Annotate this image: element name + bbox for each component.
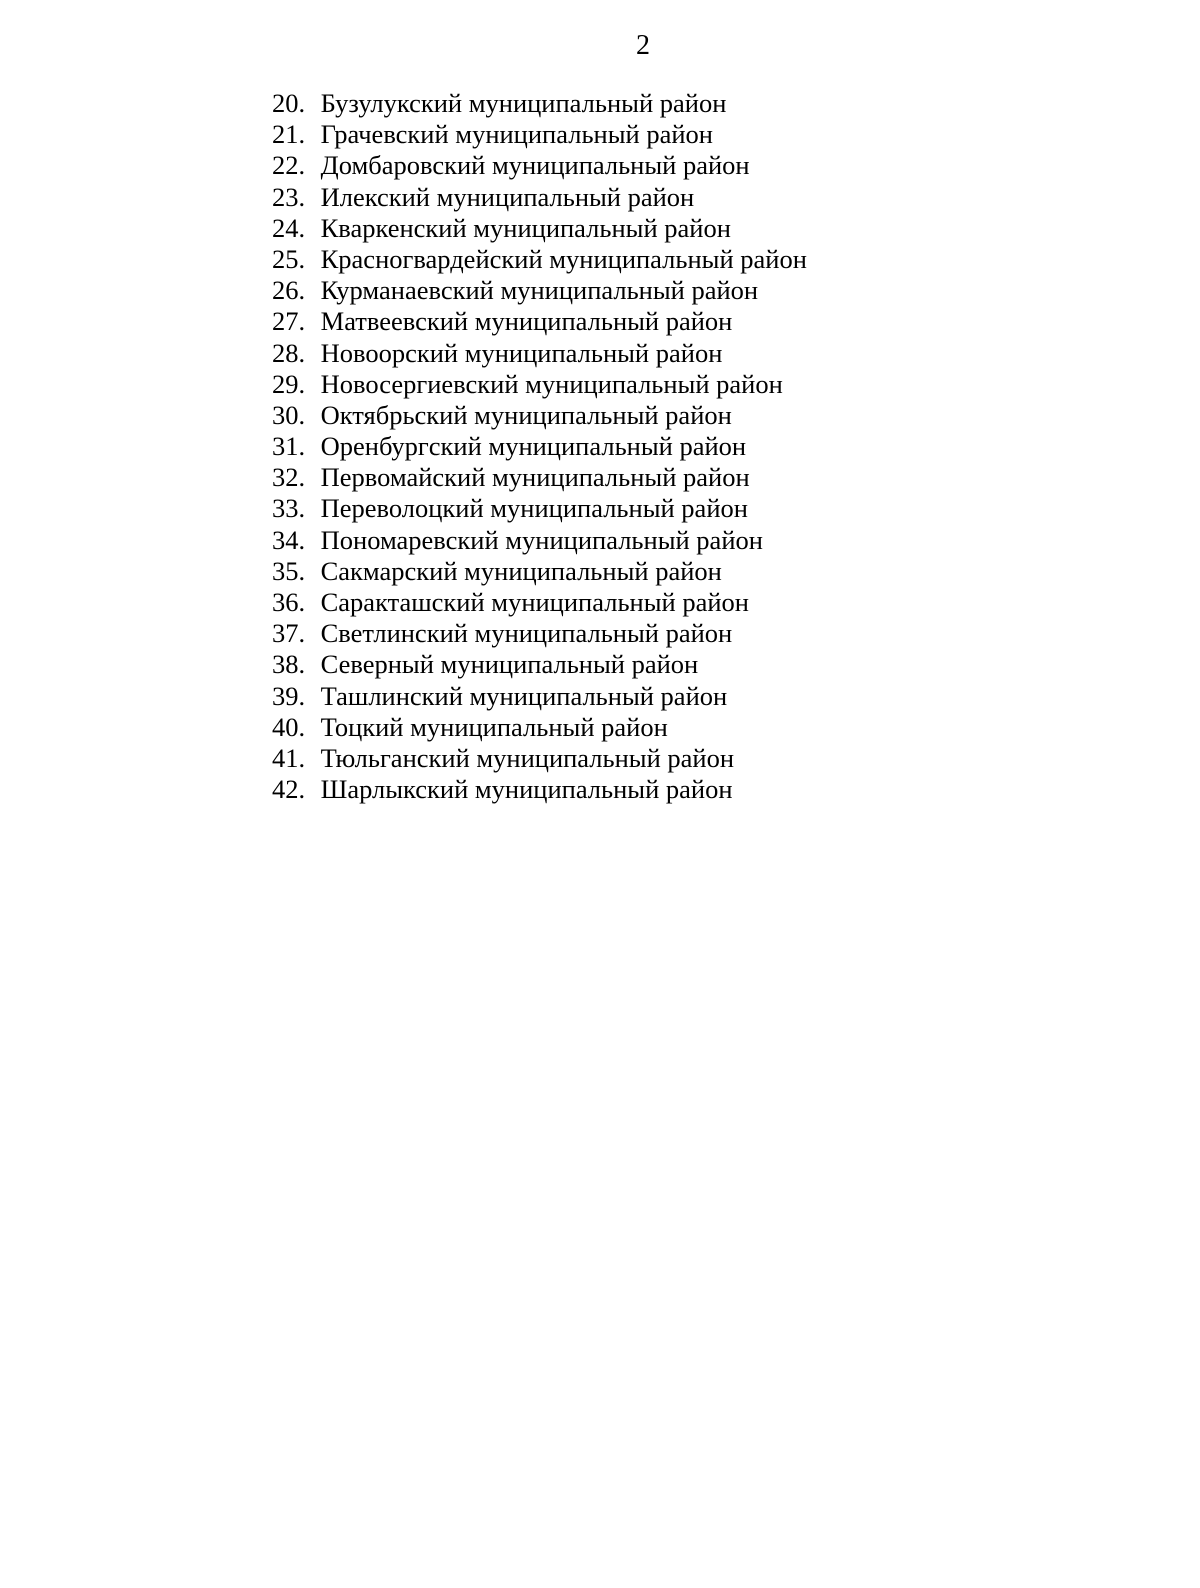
list-item: [272, 306, 807, 337]
list-item: [272, 275, 807, 306]
item-number: 26.: [272, 275, 306, 306]
item-number: 23.: [272, 181, 306, 212]
list-item: [272, 712, 807, 743]
district-list: [272, 88, 807, 805]
list-item: [272, 119, 807, 150]
list-item: [272, 369, 807, 400]
item-number: 32.: [272, 462, 306, 493]
item-number: 25.: [272, 243, 306, 274]
list-item: [272, 681, 807, 712]
page-number: 2: [636, 30, 650, 61]
list-item: [272, 150, 807, 181]
item-number: 34.: [272, 524, 306, 555]
item-text: Матвеевский муниципальный район: [320, 306, 733, 337]
list-item: [272, 649, 807, 680]
item-text: Курманаевский муниципальный район: [320, 275, 759, 306]
item-text: Новоорский муниципальный район: [320, 337, 723, 368]
item-text: Ташлинский муниципальный район: [320, 680, 728, 711]
list-item: [272, 182, 807, 213]
item-number: 24.: [272, 212, 306, 243]
list-item: [272, 525, 807, 556]
item-number: 31.: [272, 431, 306, 462]
item-text: Тюльганский муниципальный район: [320, 742, 735, 773]
item-number: 22.: [272, 150, 306, 181]
item-number: 20.: [272, 88, 306, 118]
item-number: 39.: [272, 680, 306, 711]
item-number: 21.: [272, 119, 306, 150]
item-text: Светлинский муниципальный район: [320, 618, 733, 649]
item-number: 35.: [272, 555, 306, 586]
list-item: [272, 556, 807, 587]
list-item: [272, 618, 807, 649]
list-item: [272, 462, 807, 493]
item-number: 40.: [272, 711, 306, 742]
list-item: [272, 774, 807, 805]
item-text: Шарлыкский муниципальный район: [320, 774, 733, 805]
item-text: Саракташский муниципальный район: [320, 587, 749, 617]
item-number: 36.: [272, 587, 306, 617]
item-text: Октябрьский муниципальный район: [320, 399, 732, 430]
list-item: [272, 431, 807, 462]
item-number: 38.: [272, 649, 306, 680]
item-text: Северный муниципальный район: [320, 649, 699, 680]
list-item: [272, 88, 807, 119]
item-text: Пономаревский муниципальный район: [320, 524, 763, 555]
list-item: [272, 493, 807, 524]
item-text: Переволоцкий муниципальный район: [320, 493, 748, 524]
item-number: 33.: [272, 493, 306, 524]
item-text: Домбаровский муниципальный район: [320, 150, 750, 181]
item-text: Кваркенский муниципальный район: [320, 212, 731, 243]
item-text: Оренбургский муниципальный район: [320, 431, 747, 462]
item-text: Тоцкий муниципальный район: [320, 711, 668, 742]
item-text: Сакмарский муниципальный район: [320, 555, 722, 586]
item-number: 37.: [272, 618, 306, 649]
item-text: Первомайский муниципальный район: [320, 462, 750, 493]
item-number: 41.: [272, 742, 306, 773]
item-number: 30.: [272, 399, 306, 430]
list-item: [272, 338, 807, 369]
item-number: 29.: [272, 368, 306, 399]
list-item: [272, 587, 807, 618]
item-text: Новосергиевский муниципальный район: [320, 368, 783, 399]
list-item: [272, 400, 807, 431]
item-text: Бузулукский муниципальный район: [320, 88, 727, 118]
item-number: 42.: [272, 774, 306, 805]
item-text: Грачевский муниципальный район: [320, 119, 713, 150]
item-number: 28.: [272, 337, 306, 368]
list-item: [272, 743, 807, 774]
item-number: 27.: [272, 306, 306, 337]
item-text: Красногвардейский муниципальный район: [320, 243, 807, 274]
item-text: Илекский муниципальный район: [320, 181, 695, 212]
list-item: [272, 213, 807, 244]
list-item: [272, 244, 807, 275]
